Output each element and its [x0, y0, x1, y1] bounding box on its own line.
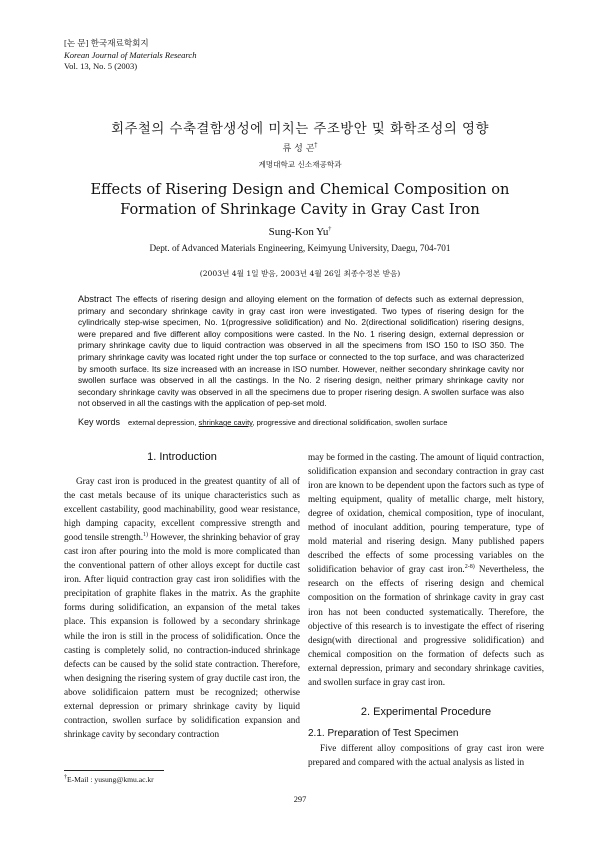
english-title-line-2: Formation of Shrinkage Cavity in Gray Cast Iron [120, 201, 480, 218]
korean-author [0, 141, 600, 154]
korean-affiliation: 계명대학교 신소재공학과 [258, 160, 342, 169]
english-affiliation: Dept. of Advanced Materials Engineering, Keimyung University, Daegu, 704-701 [149, 243, 451, 253]
keywords-before: external depression, [128, 418, 199, 427]
abstract [78, 294, 524, 410]
section-1-title: 1. Introduction [147, 451, 217, 463]
keywords-underlined: shrinkage cavity [198, 418, 253, 427]
volume-info: Vol. 13, No. 5 (2003) [64, 61, 138, 71]
footnote-mark: † [64, 774, 67, 781]
english-title-line-1: Effects of Risering Design and Chemical Composition on [90, 181, 510, 198]
right-column [308, 450, 544, 769]
abstract-text: The effects of risering design and alloying element on the formation of defects such as external depression, primary and secondary shrinkage cavity in gray cast iron were investigated. Two types of risering design for the cylindrically step-wise specimen, No. 1(progressive solidification) and No. 2(directional solidification) risering designs, were prepared and five different alloy compositions were casted. In the No. 1 risering design, external depression or primary shrinkage cavity due to liquid contraction was observed in all the specimens from ISO 150 to ISO 350. The primary shrinkage cavity was located right under the top surface or connected to the top surface, and was characterized by smooth surface. Its size increased with an increase in ISO number. However, neither secondary shrinkage cavity nor swollen surface was observed in all the castings. In the No. 2 risering design, neither primary shrinkage cavity nor secondary shrinkage cavity was observed in all the specimens due to proper risering design. A swollen surface was also not observed in all the castings with the application of pep-set mold. [78, 294, 524, 409]
keywords-after: , progressive and directional solidification, swollen surface [252, 418, 448, 427]
header-line-1: [논 문] 한국재료학회지 [64, 38, 149, 48]
experimental-paragraph: Five different alloy compositions of gray cast iron were prepared and compared with the actual analysis as listed in [308, 742, 544, 767]
english-author-mark: † [328, 226, 332, 233]
journal-header [64, 38, 197, 73]
subsection-2-1-title: 2.1. Preparation of Test Specimen [308, 727, 459, 739]
spacer [308, 719, 544, 727]
abstract-label: Abstract [78, 294, 112, 304]
spacer [64, 464, 300, 474]
footnote [64, 775, 154, 784]
section-2-title: 2. Experimental Procedure [360, 705, 492, 718]
english-author [0, 226, 600, 238]
footnote-divider [64, 770, 164, 771]
continued-text-b: Nevertheless, the research on the effects of risering design and chemical composition on the formation of shrinkage cavity in gray cast iron has not been conducted systematically. Therefore, the objective of this research is to investigate the effect of risering design(with directional and progressive solidification) and chemical composition on the formation of defects such as external depression, primary and secondary shrinkage cavities, and swollen surface in gray cast iron. [308, 564, 544, 687]
intro-text-a: Gray cast iron is produced in the greatest quantity of all of the cast metals because of its unique characteristics such as excellent castability, good machinability, good wear resistance, high damping capacity, excellent compressive strength and good tensile strength. [64, 476, 300, 543]
reference-mark: 1) [143, 532, 149, 539]
intro-paragraph [64, 474, 300, 741]
left-column [64, 450, 300, 741]
spacer [308, 689, 544, 705]
continued-text-a: may be formed in the casting. The amount of liquid contraction, solidification expansion and secondary contraction in gray cast iron are known to be dependent upon the factors such as type of melting equipment, quality of metallic charge, melt history, degree of oxidation, chemical composition, type of inoculant, method of inoculant addition, pouring temperature, type of mold material and risering design. Many published papers described the effects of some processing variables on the solidification behavior of gray cast iron. [308, 452, 544, 575]
english-author-name: Sung-Kon Yu [268, 226, 329, 238]
korean-author-name: 류 성 곤 [282, 144, 315, 154]
korean-title: 회주철의 수축결함생성에 미치는 주조방안 및 화학조성의 영향 [111, 122, 489, 137]
keywords-label: Key words [78, 417, 121, 427]
intro-text-b: However, the shrinking behavior of gray cast iron after pouring into the mold is more complicated than the conventional pattern of other alloys except for ductile cast iron. After liquid contraction gray cast iron solidifies with the precipitation of graphite flakes in the matrix. As the graphite forms during solidification, an expansion of the metal takes place. This expansion is followed by a secondary shrinkage while the iron is still in the process of solidification. Once the casting is completely solid, no contraction-induced shrinkage defects can be caused by the solid state contraction. Therefore, when designing the risering system of gray ductile cast iron, the above solidificaion pattern must be recognized; otherwise external depression or primary shrinkage cavity by liquid contraction, swollen surface by solidification expansion and shrinkage cavity by secondary contraction [64, 532, 300, 739]
english-title [0, 180, 600, 220]
page-number: 297 [293, 795, 307, 804]
footnote-email: E-Mail : yusung@kmu.ac.kr [67, 775, 154, 784]
reference-mark: 2-8) [464, 564, 475, 571]
journal-name: Korean Journal of Materials Research [64, 49, 197, 60]
continued-paragraph [308, 450, 544, 689]
keywords [78, 417, 538, 427]
korean-author-mark: † [314, 142, 318, 149]
received-dates: (2003년 4월 1일 받음, 2003년 4월 26일 최종수정본 받음) [199, 269, 401, 278]
